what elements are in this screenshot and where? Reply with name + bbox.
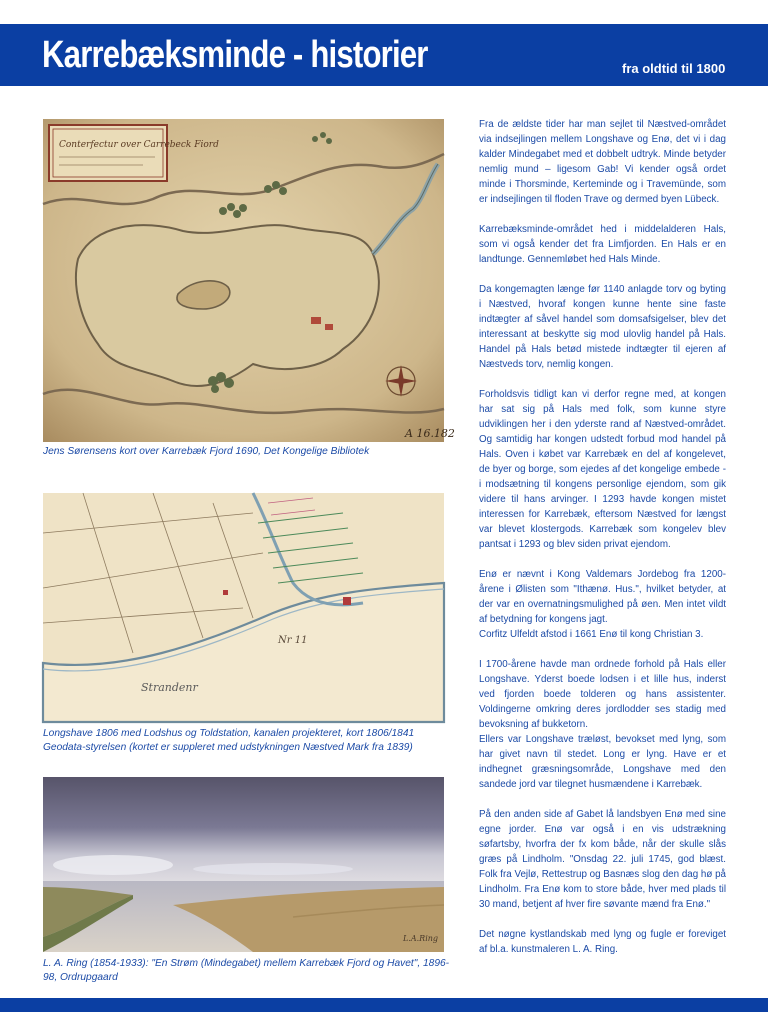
article-paragraph: Da kongemagten længe før 1140 anlagde torv og byting i Næstved, hvoraf kongen kunne hente sine faste indtægter af såvel handel som domsafsigelser, blev det interessant at beskytte sig mod ulovlig handel på Hals. Handel på Hals betød mistede indtægter til ejeren af Næstveds torv, nemlig kongen. bbox=[479, 284, 726, 370]
article-paragraph: Karrebæksminde-området hed i middelalderen Hals, som vi også kender det fra Limfjorden. En Hals er en landtunge. Gennemløbet hed Hals Minde. bbox=[479, 224, 726, 265]
article-body bbox=[479, 117, 726, 972]
article-paragraph: Enø er nævnt i Kong Valdemars Jordebog fra 1200-årene i Ølisten som "Ithænø. Hus.", hvilket betyder, at der var en overnatningsmulighed på øen. Men intet vildt af betydning for kongens jagt. bbox=[479, 569, 726, 625]
footer-bar bbox=[0, 998, 768, 1012]
map-cartouche-text: Conterfectur over Carrebeck Fiord bbox=[59, 140, 219, 150]
svg-text:L.A.Ring: L.A.Ring bbox=[403, 934, 439, 943]
map-signature: A 16.182 bbox=[405, 427, 455, 440]
figure-caption-2: Longshave 1806 med Lodshus og Toldstation, kanalen projekteret, kort 1806/1841 Geodata-styrelsen (kortet er suppleret med udstykningen Næstved Mark fra 1839) bbox=[43, 728, 415, 753]
article-paragraph: Corfitz Ulfeldt afstod i 1661 Enø til kong Christian 3. bbox=[479, 629, 704, 640]
article-paragraph: Forholdsvis tidligt kan vi derfor regne med, at kongen har sat sig på Hals med folk, som kunne styre udviklingen her i den yderste rand af Næstved-området. Og samtidig har kongen udstedt forbud mod handel på Hals. Oven i købet var Karrebæk en del af kongelevet, de byer og borge, som ejedes af det kongelige embede - i modsætning til kongens personlige ejendom, som gik videre til hans arvinger. I 1293 havde kongen mistet interessen for Karrebæk, eftersom Næstved for længst var blevet klostergods. Karrebæk som kongelev blev pantsat i 1293 og blev siden privat ejendom. bbox=[479, 389, 726, 550]
painting-image bbox=[43, 777, 444, 952]
map-1806-image bbox=[43, 493, 444, 722]
figure-caption-3: L. A. Ring (1854-1933): "En Strøm (Mindegabet) mellem Karrebæk Fjord og Havet", 1896-98, Ordrupgaard bbox=[43, 958, 450, 983]
article-paragraph: På den anden side af Gabet lå landsbyen Enø med sine egne jorder. Enø var også i en vis udstrækning søfartsby, hvorfra der fx kom både, når der skulle slås græs på Lindholm. "Onsdag 22. juli 1745, god blæst. Folk fra Vejlø, Rettestrup og Basnæs slog den dag hø på Lindholm. Fra Enø kom to store både, hver med plads til 30 mand, betjent af hver fire søvante mænd fra Enø." bbox=[479, 809, 726, 910]
figure-caption-1: Jens Sørensens kort over Karrebæk Fjord 1690, Det Kongelige Bibliotek bbox=[43, 446, 370, 457]
map-1690-image bbox=[43, 119, 455, 442]
article-paragraph: Det nøgne kystlandskab med lyng og fugle er foreviget af bl.a. kunstmaleren L. A. Ring. bbox=[479, 929, 726, 955]
page-title: Karrebæksminde - historier bbox=[42, 34, 428, 76]
article-paragraph: Fra de ældste tider har man sejlet til Næstved-området via indsejlingen mellem Longshave og Enø, det vi i dag kalder Mindegabet med et dobbelt udtryk. Minde betyder nemlig mund – ligesom Gab! Vi kender også ordet minde i Thorsminde, Kerteminde og i Travemünde, som er indsejlingen til floden Trave og dermed byen Lübeck. bbox=[479, 119, 726, 205]
article-paragraph: Ellers var Longshave træløst, bevokset med lyng, som har givet navn til stedet. Long er lyng. Have er et indhegnet græsningsområde, Longshave med den sandede jord var tilegnet husmændene i Karrebæk. bbox=[479, 734, 726, 790]
page-subtitle: fra oldtid til 1800 bbox=[622, 61, 726, 76]
map-beach-label: Strandenr bbox=[141, 681, 198, 694]
article-paragraph: I 1700-årene havde man ordnede forhold på Hals eller Longshave. Yderst boede lodsen i et lille hus, inderst ved fjorden boede tolderen og hans assistenter. Voldingerne omkring deres jordlodder ses stadig med bevoksning af bukketorn. bbox=[479, 659, 726, 730]
svg-text:Nr 11: Nr 11 bbox=[278, 635, 308, 646]
